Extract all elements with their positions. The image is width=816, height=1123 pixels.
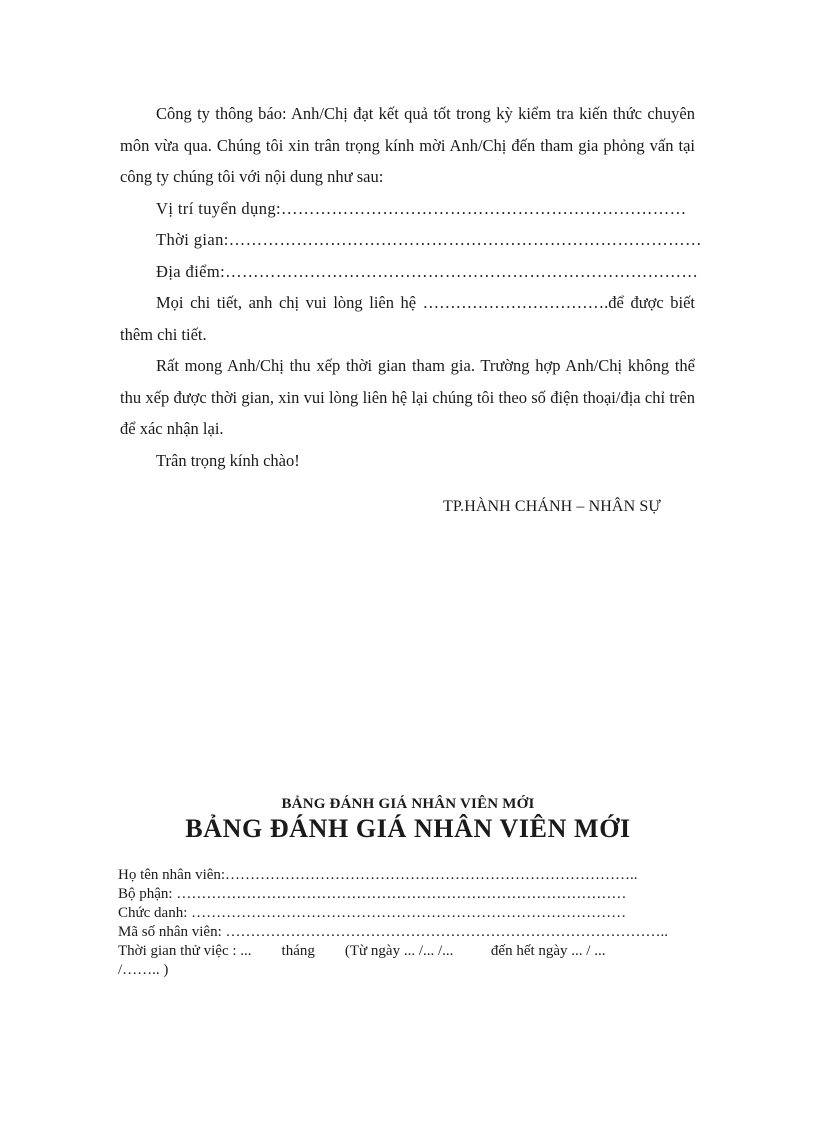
employee-id-field: Mã số nhân viên: …………………………………………………………………………….. (118, 924, 668, 940)
probation-label: Thời gian thử việc : ... (118, 943, 252, 959)
probation-period-field (118, 942, 708, 980)
contact-paragraph: Mọi chi tiết, anh chị vui lòng liên hệ …………………………….để được biết thêm chi tiết. (120, 293, 695, 344)
department-field: Bộ phận: ……………………………………………………………………………… (118, 886, 627, 902)
signature-title: TP.HÀNH CHÁNH – NHÂN SỰ (443, 498, 661, 515)
job-title-field: Chức danh: …………………………………………………………………………… (118, 905, 627, 921)
probation-from: (Từ ngày ... /... /... (344, 943, 454, 959)
evaluation-form (118, 866, 708, 980)
probation-to: đến hết ngày ... / ... (490, 943, 606, 959)
position-field: Vị trí tuyển dụng:……………………………………………………………… (156, 198, 687, 218)
location-field: Địa điểm:………………………………………………………………………… (156, 261, 699, 281)
evaluation-title-large: BẢNG ĐÁNH GIÁ NHÂN VIÊN MỚI (185, 814, 631, 843)
evaluation-title-small: BẢNG ĐÁNH GIÁ NHÂN VIÊN MỚI (281, 796, 535, 812)
closing-line: Trân trọng kính chào! (156, 450, 300, 470)
request-paragraph: Rất mong Anh/Chị thu xếp thời gian tham gia. Trường hợp Anh/Chị không thể thu xếp được thời gian, xin vui lòng liên hệ lại chúng tôi theo số điện thoại/địa chỉ trên để xác nhận lại. (120, 356, 695, 438)
invitation-letter (120, 98, 702, 476)
letter-intro: Công ty thông báo: Anh/Chị đạt kết quả tốt trong kỳ kiểm tra kiến thức chuyên môn vừa qua. Chúng tôi xin trân trọng kính mời Anh/Chị đến tham gia phỏng vấn tại công ty chúng tôi với nội dung như sau: (120, 104, 695, 186)
probation-end: /…….. ) (118, 962, 169, 978)
probation-months: tháng (281, 943, 315, 959)
time-field: Thời gian:………………………………………………………………………… (156, 230, 702, 249)
employee-name-field: Họ tên nhân viên:……………………………………………………………………….. (118, 867, 638, 883)
